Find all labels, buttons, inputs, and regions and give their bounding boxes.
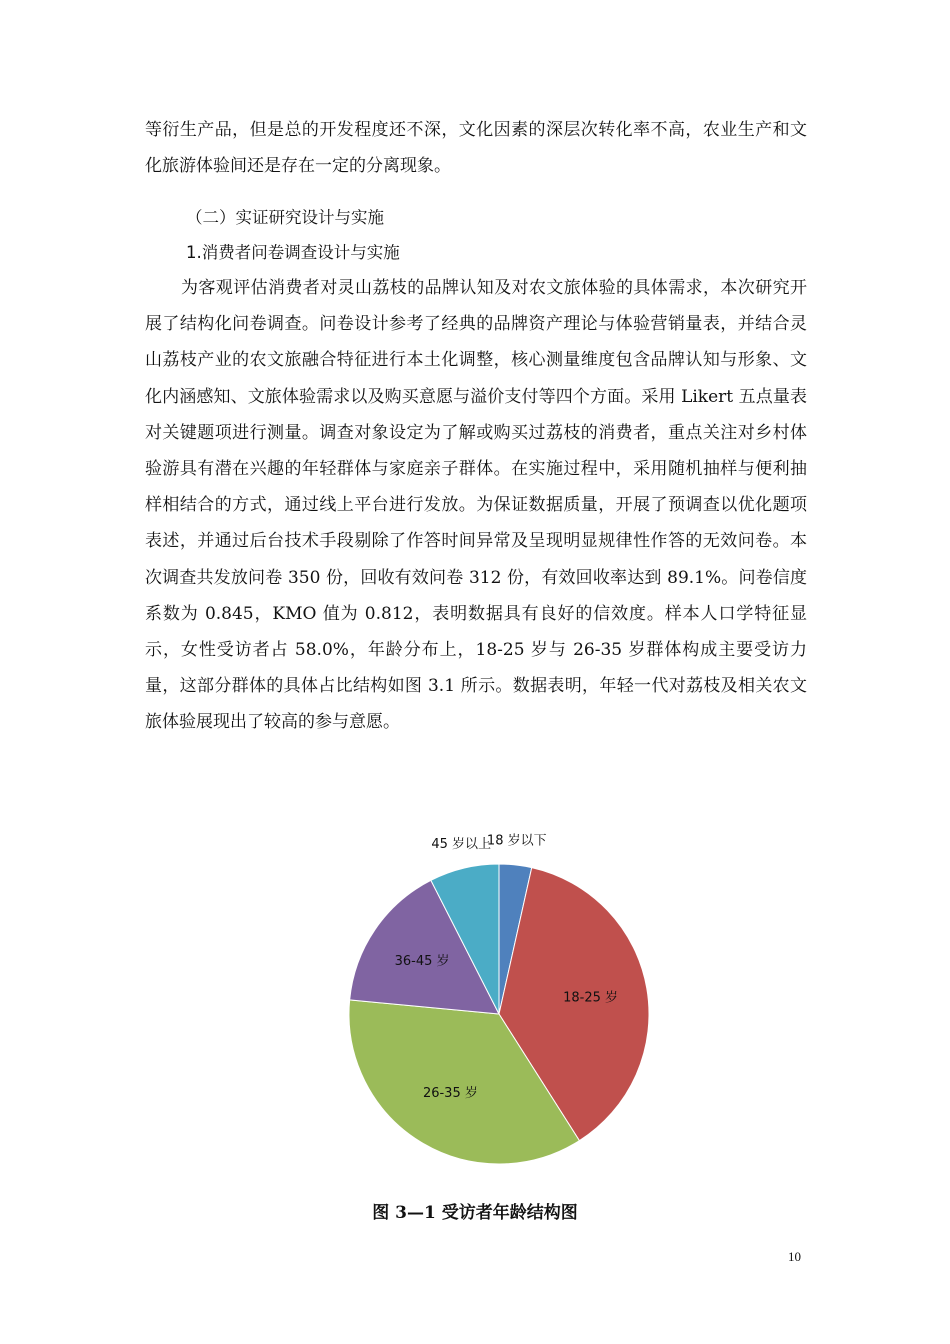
body-paragraph-2: 为客观评估消费者对灵山荔枝的品牌认知及对农文旅体验的具体需求，本次研究开展了结构化问卷调查。问卷设计参考了经典的品牌资产理论与体验营销量表，并结合灵山荔枝产业的农文旅融合特征进行本土化调整，核心测量维度包含品牌认知与形象、文化内涵感知、文旅体验需求以及购买意愿与溢价支付等四个方面。采用 Likert 五点量表对关键题项进行测量。调查对象设定为了解或购买过荔枝的消费者，重点关注对乡村体验游具有潜在兴趣的年轻群体与家庭亲子群体。在实施过程中，采用随机抽样与便利抽样相结合的方式，通过线上平台进行发放。为保证数据质量，开展了预调查以优化题项表述，并通过后台技术手段剔除了作答时间异常及呈现明显规律性作答的无效问卷。本次调查共发放问卷 350 份，回收有效问卷 312 份，有效回收率达到 89.1%。问卷信度系数为 0.845，KMO 值为 0.812，表明数据具有良好的信效度。样本人口学特征显示，女性受访者占 58.0%，年龄分布上，18-25 岁与 26-35 岁群体构成主要受访力量，这部分群体的具体占比结构如图 3.1 所示。数据表明，年轻一代对荔枝及相关农文旅体验展现出了较高的参与意愿。 xyxy=(145,278,807,733)
pie-slice-label-4: 45 岁以上 xyxy=(431,836,492,852)
pie-slice-label-0: 18 岁以下 xyxy=(486,833,547,849)
age-structure-pie-chart xyxy=(300,820,700,1180)
pie-slice-label-3: 36-45 岁 xyxy=(394,954,450,970)
pie-slice-label-2: 26-35 岁 xyxy=(422,1085,478,1101)
pie-slice-label-1: 18-25 岁 xyxy=(563,990,619,1006)
body-paragraph-1: 等衍生产品，但是总的开发程度还不深，文化因素的深层次转化率不高，农业生产和文化旅游体验间还是存在一定的分离现象。 xyxy=(145,120,807,177)
pie-chart-svg xyxy=(300,820,700,1180)
figure-caption: 图 3—1 受访者年龄结构图 xyxy=(372,1203,578,1223)
page-number: 10 xyxy=(788,1249,801,1264)
subsection-heading: 1.消费者问卷调查设计与实施 xyxy=(186,243,400,262)
section-heading: （二）实证研究设计与实施 xyxy=(186,208,384,227)
